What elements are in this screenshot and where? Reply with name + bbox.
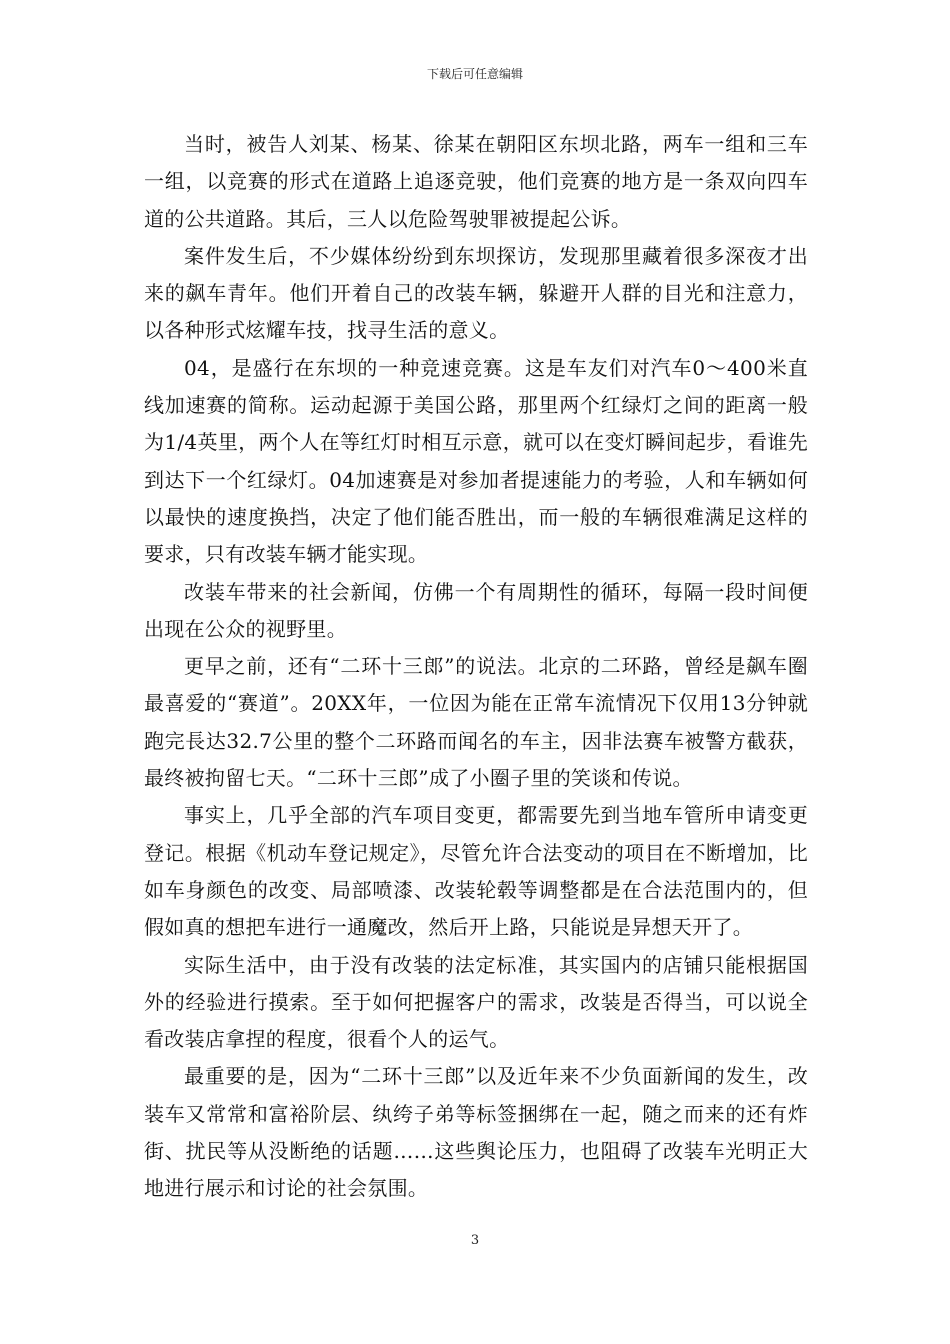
paragraph: 案件发生后，不少媒体纷纷到东坝探访，发现那里藏着很多深夜才出来的飙车青年。他们开着自己的改装车辆，躲避开人群的目光和注意力，以各种形式炫耀车技，找寻生活的意义。: [144, 243, 808, 343]
paragraph: 事实上，几乎全部的汽车项目变更，都需要先到当地车管所申请变更登记。根据《机动车登记规定》，尽管允许合法变动的项目在不断增加，比如车身颜色的改变、局部喷漆、改装轮毂等调整都是在合法范围内的，但假如真的想把车进行一通魔改，然后开上路，只能说是异想天开了。: [144, 803, 808, 940]
paragraph: 最重要的是，因为“二环十三郎”以及近年来不少负面新闻的发生，改装车又常常和富裕阶层、纨绔子弟等标签捆绑在一起，随之而来的还有炸街、扰民等从没断绝的话题……这些舆论压力，也阻碍了改装车光明正大地进行展示和讨论的社会氛围。: [144, 1064, 808, 1201]
paragraph: 04，是盛行在东坝的一种竞速竞赛。这是车友们对汽车0～400米直线加速赛的简称。运动起源于美国公路，那里两个红绿灯之间的距离一般为1/4英里，两个人在等红灯时相互示意，就可以在变灯瞬间起步，看谁先到达下一个红绿灯。04加速赛是对参加者提速能力的考验，人和车辆如何以最快的速度换挡，决定了他们能否胜出，而一般的车辆很难满足这样的要求，只有改装车辆才能实现。: [144, 355, 808, 567]
paragraph: 当时，被告人刘某、杨某、徐某在朝阳区东坝北路，两车一组和三车一组，以竞赛的形式在道路上追逐竞驶，他们竞赛的地方是一条双向四车道的公共道路。其后，三人以危险驾驶罪被提起公诉。: [144, 132, 808, 231]
paragraph: 更早之前，还有“二环十三郎”的说法。北京的二环路，曾经是飙车圈最喜爱的“赛道”。20XX年，一位因为能在正常车流情况下仅用13分钟就跑完長达32.7公里的整个二环路而闻名的车主，因非法赛车被警方截获，最终被拘留七天。“二环十三郎”成了小圈子里的笑谈和传说。: [144, 654, 808, 791]
body-text: [144, 126, 808, 1208]
page-number: 3: [470, 1233, 480, 1248]
paragraph: 改装车带来的社会新闻，仿佛一个有周期性的循环，每隔一段时间便出现在公众的视野里。: [144, 579, 808, 641]
page-header: 下载后可任意编辑: [426, 67, 523, 81]
paragraph: 实际生活中，由于没有改装的法定标准，其实国内的店铺只能根据国外的经验进行摸索。至于如何把握客户的需求，改装是否得当，可以说全看改装店拿捏的程度，很看个人的运气。: [144, 952, 808, 1052]
